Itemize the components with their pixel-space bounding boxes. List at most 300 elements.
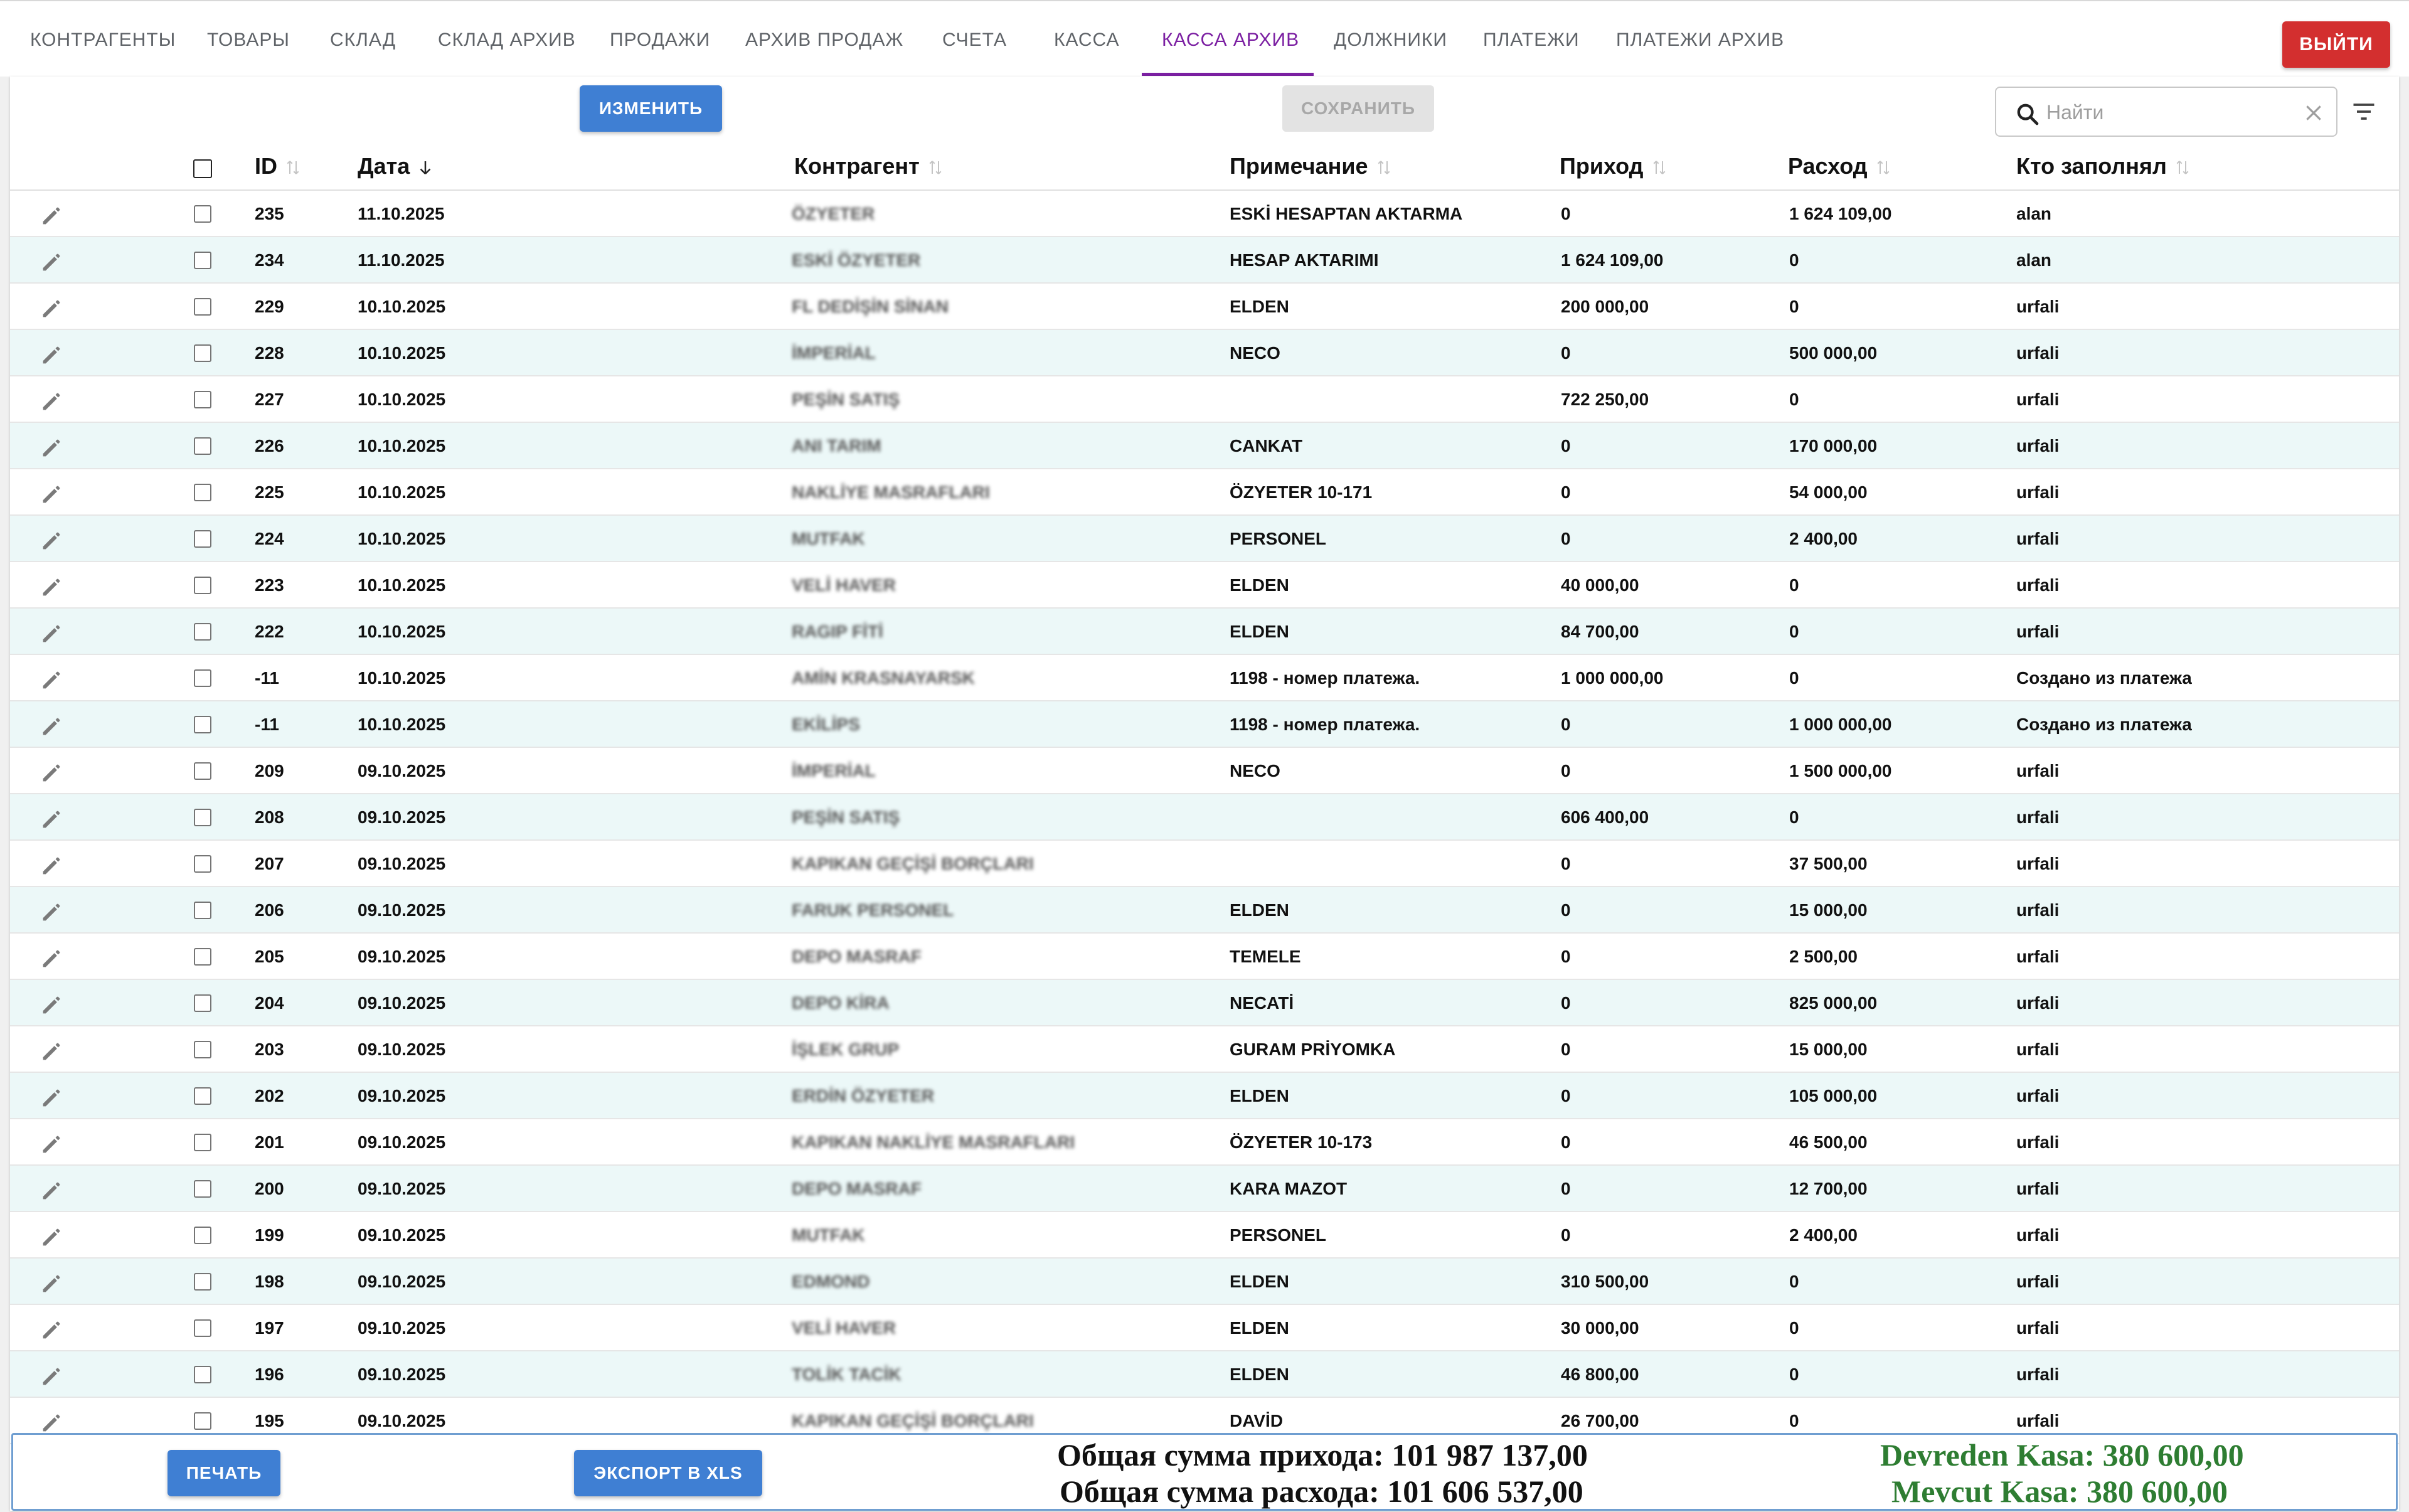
cell-id: 208 [255,807,284,827]
row-checkbox[interactable] [194,1412,211,1430]
cell-id: -11 [255,715,279,734]
table-row[interactable] [10,609,2399,655]
table-row[interactable] [10,237,2399,284]
edit-pencil-icon[interactable] [39,389,64,412]
cell-note: ELDEN [1230,1365,1289,1384]
cell-note: ELDEN [1230,1272,1289,1291]
cell-filled-by: urfali [2016,761,2060,780]
cell-expense: 0 [1789,297,1799,316]
row-checkbox[interactable] [194,855,211,873]
column-label-income: Приход [1560,153,1644,179]
cell-filled-by: urfali [2016,1040,2060,1059]
table-row[interactable] [10,469,2399,516]
table-row[interactable] [10,191,2399,237]
cell-note: ELDEN [1230,1318,1289,1338]
cell-counterparty: ESKİ ÖZYETER [792,250,921,270]
cell-note: 1198 - номер платежа. [1230,668,1420,688]
cell-income: 606 400,00 [1561,807,1649,827]
cell-counterparty: ANI TARIM [792,436,881,455]
tab-sklad-arkhiv[interactable]: СКЛАД АРХИВ [438,29,576,50]
cell-income: 1 000 000,00 [1561,668,1664,688]
column-label-date: Дата [358,153,410,179]
edit-pencil-icon[interactable] [39,807,64,829]
sort-icon [284,158,302,177]
clear-search-icon[interactable] [2304,103,2324,123]
row-checkbox[interactable] [194,1087,211,1105]
cell-date: 09.10.2025 [358,993,446,1013]
cell-expense: 825 000,00 [1789,993,1878,1013]
cell-income: 0 [1561,854,1571,873]
cell-expense: 1 500 000,00 [1789,761,1892,780]
edit-pencil-icon[interactable] [39,296,64,319]
cell-filled-by: alan [2016,204,2052,223]
cell-id: 196 [255,1365,284,1384]
logout-button[interactable]: ВЫЙТИ [2282,21,2390,68]
cell-note: ESKİ HESAPTAN AKTARMA [1230,204,1463,223]
footer-summary-bar [11,1433,2398,1511]
cell-date: 09.10.2025 [358,1318,446,1338]
cell-note: ÖZYETER 10-171 [1230,482,1373,502]
cell-counterparty: NAKLİYE MASRAFLARI [792,482,990,502]
cell-counterparty: DEPO KİRA [792,993,890,1013]
edit-pencil-icon[interactable] [39,714,64,737]
row-checkbox[interactable] [194,1180,211,1198]
cell-note: GURAM PRİYOMKA [1230,1040,1396,1059]
print-button[interactable]: ПЕЧАТЬ [168,1450,280,1496]
row-checkbox[interactable] [194,205,211,223]
cell-counterparty: İMPERİAL [792,761,876,780]
search-input[interactable] [2046,94,2285,130]
table-row[interactable] [10,1351,2399,1398]
table-row[interactable] [10,562,2399,609]
row-checkbox[interactable] [194,530,211,548]
cell-counterparty: ERDİN ÖZYETER [792,1086,935,1105]
column-header-income[interactable] [1560,147,1669,191]
row-checkbox[interactable] [194,1134,211,1151]
cell-counterparty: MUTFAK [792,529,865,548]
cell-note: ÖZYETER 10-173 [1230,1132,1373,1152]
cell-filled-by: urfali [2016,1272,2060,1291]
table-row[interactable] [10,330,2399,376]
cell-filled-by: urfali [2016,1086,2060,1105]
cell-counterparty: DEPO MASRAF [792,947,922,966]
edit-pencil-icon[interactable] [39,528,64,551]
cell-date: 09.10.2025 [358,1040,446,1059]
edit-pencil-icon[interactable] [39,575,64,597]
edit-pencil-icon[interactable] [39,1225,64,1247]
column-label-note: Примечание [1230,153,1368,179]
row-checkbox[interactable] [194,902,211,919]
sort-icon [1874,158,1893,177]
cell-note: NECO [1230,343,1280,363]
cell-note: PERSONEL [1230,529,1327,548]
tab-kassa[interactable]: КАССА [1054,29,1120,50]
filter-icon[interactable] [2350,98,2378,125]
cell-id: 225 [255,482,284,502]
cell-expense: 0 [1789,1365,1799,1384]
edit-pencil-icon[interactable] [39,203,64,226]
cell-filled-by: urfali [2016,1411,2060,1430]
table-header [10,147,2399,191]
cell-income: 0 [1561,482,1571,502]
cell-income: 0 [1561,1179,1571,1198]
edit-pencil-icon[interactable] [39,760,64,783]
cell-expense: 0 [1789,1272,1799,1291]
edit-pencil-icon[interactable] [39,853,64,876]
cell-expense: 2 400,00 [1789,1225,1858,1245]
cell-income: 0 [1561,1225,1571,1245]
column-header-counterparty[interactable] [794,147,945,191]
sort-icon [1375,158,1393,177]
row-checkbox[interactable] [194,994,211,1012]
cell-counterparty: KAPIKAN GEÇİŞİ BORÇLARI [792,854,1034,873]
cell-expense: 1 000 000,00 [1789,715,1892,734]
cell-date: 09.10.2025 [358,1086,446,1105]
cell-income: 0 [1561,1086,1571,1105]
cell-id: 226 [255,436,284,455]
search-field [1995,87,2337,137]
cell-date: 10.10.2025 [358,297,446,316]
cell-date: 10.10.2025 [358,482,446,502]
cell-counterparty: VELİ HAVER [792,575,896,595]
cell-note: CANKAT [1230,436,1303,455]
edit-pencil-icon[interactable] [39,482,64,504]
row-checkbox[interactable] [194,484,211,501]
total-income-label: Общая сумма прихода: 101 987 137,00 [1057,1437,1588,1472]
table-row[interactable] [10,1166,2399,1212]
column-label-id: ID [255,153,277,179]
table-row[interactable] [10,794,2399,841]
table-row[interactable] [10,748,2399,794]
cell-date: 09.10.2025 [358,900,446,920]
cell-expense: 0 [1789,807,1799,827]
column-label-filled-by: Кто заполнял [2016,153,2167,179]
tab-arkhiv-prodazh[interactable]: АРХИВ ПРОДАЖ [745,29,904,50]
cell-note: DAVİD [1230,1411,1284,1430]
table-row[interactable] [10,1305,2399,1351]
row-checkbox[interactable] [194,391,211,408]
cell-filled-by: urfali [2016,1225,2060,1245]
cell-date: 09.10.2025 [358,1411,446,1430]
cell-date: 09.10.2025 [358,761,446,780]
edit-pencil-icon[interactable] [39,993,64,1015]
cell-filled-by: urfali [2016,390,2060,409]
cell-id: 227 [255,390,284,409]
cell-filled-by: urfali [2016,1179,2060,1198]
cell-income: 1 624 109,00 [1561,250,1664,270]
cell-date: 10.10.2025 [358,343,446,363]
edit-pencil-icon[interactable] [39,1410,64,1433]
cell-id: 209 [255,761,284,780]
column-header-date[interactable] [358,147,435,191]
cell-income: 0 [1561,900,1571,920]
cell-expense: 0 [1789,250,1799,270]
table-row[interactable] [10,887,2399,934]
tab-kontragenty[interactable]: КОНТРАГЕНТЫ [30,29,176,50]
edit-pencil-icon[interactable] [39,435,64,458]
cell-expense: 2 400,00 [1789,529,1858,548]
cell-id: 200 [255,1179,284,1198]
cell-counterparty: MUTFAK [792,1225,865,1245]
cell-counterparty: KAPIKAN NAKLİYE MASRAFLARI [792,1132,1075,1152]
edit-pencil-icon[interactable] [39,946,64,969]
cell-expense: 46 500,00 [1789,1132,1868,1152]
cell-date: 09.10.2025 [358,1132,446,1152]
cell-id: 229 [255,297,284,316]
edit-pencil-icon[interactable] [39,1132,64,1154]
cell-filled-by: urfali [2016,529,2060,548]
cell-filled-by: urfali [2016,1318,2060,1338]
table-row[interactable] [10,1073,2399,1119]
tab-tovary[interactable]: ТОВАРЫ [207,29,290,50]
table-row[interactable] [10,934,2399,980]
table-row[interactable] [10,376,2399,423]
cell-filled-by: urfali [2016,854,2060,873]
sort-descending-icon [416,158,435,177]
cell-counterparty: TOLİK TACİK [792,1365,901,1384]
row-checkbox[interactable] [194,1366,211,1383]
cell-date: 11.10.2025 [358,250,445,270]
cell-id: 203 [255,1040,284,1059]
cell-date: 09.10.2025 [358,947,446,966]
cell-id: 234 [255,250,284,270]
table-row[interactable] [10,1212,2399,1259]
cell-note: ELDEN [1230,1086,1289,1105]
save-button[interactable]: СОХРАНИТЬ [1282,85,1434,132]
cell-filled-by: Создано из платежа [2016,715,2192,734]
cell-expense: 12 700,00 [1789,1179,1868,1198]
cell-filled-by: alan [2016,250,2052,270]
row-checkbox[interactable] [194,1227,211,1244]
cell-note: TEMELE [1230,947,1301,966]
edit-pencil-icon[interactable] [39,1178,64,1201]
row-checkbox[interactable] [194,437,211,455]
cell-counterparty: PEŞİN SATIŞ [792,807,900,827]
tab-platezhi-arkhiv[interactable]: ПЛАТЕЖИ АРХИВ [1616,29,1785,50]
cell-filled-by: urfali [2016,1132,2060,1152]
table-row[interactable] [10,655,2399,701]
edit-button[interactable]: ИЗМЕНИТЬ [580,85,722,132]
row-checkbox[interactable] [194,252,211,269]
cell-filled-by: urfali [2016,622,2060,641]
edit-pencil-icon[interactable] [39,1039,64,1062]
cell-counterparty: EKİLİPS [792,715,860,734]
cell-date: 10.10.2025 [358,575,446,595]
edit-pencil-icon[interactable] [39,1364,64,1387]
cell-expense: 0 [1789,622,1799,641]
cell-expense: 0 [1789,575,1799,595]
table-row[interactable] [10,1026,2399,1073]
cell-counterparty: RAGIP FİTİ [792,622,883,641]
row-checkbox[interactable] [194,1319,211,1337]
column-header-id[interactable] [255,147,302,191]
cell-filled-by: urfali [2016,807,2060,827]
cell-note: ELDEN [1230,900,1289,920]
cell-note: HESAP AKTARIMI [1230,250,1379,270]
cell-note: PERSONEL [1230,1225,1327,1245]
cell-id: 198 [255,1272,284,1291]
cell-income: 46 800,00 [1561,1365,1639,1384]
edit-pencil-icon[interactable] [39,1085,64,1108]
row-checkbox[interactable] [194,1273,211,1291]
tab-sklad[interactable]: СКЛАД [330,29,396,50]
cell-id: 195 [255,1411,284,1430]
cell-income: 722 250,00 [1561,390,1649,409]
cell-expense: 0 [1789,1318,1799,1338]
cell-filled-by: urfali [2016,575,2060,595]
cell-date: 09.10.2025 [358,1225,446,1245]
cell-expense: 2 500,00 [1789,947,1858,966]
column-label-expense: Расход [1788,153,1868,179]
devreden-kasa-label: Devreden Kasa: 380 600,00 [1880,1437,2244,1472]
cell-filled-by: urfali [2016,436,2060,455]
cell-income: 0 [1561,761,1571,780]
cell-expense: 170 000,00 [1789,436,1878,455]
table-row[interactable] [10,423,2399,469]
edit-pencil-icon[interactable] [39,1271,64,1294]
cell-id: 197 [255,1318,284,1338]
row-checkbox[interactable] [194,623,211,641]
cell-income: 0 [1561,715,1571,734]
select-all-checkbox[interactable] [193,159,212,178]
kassa-archive-panel [10,77,2399,1511]
row-checkbox[interactable] [194,577,211,594]
cell-counterparty: PEŞİN SATIŞ [792,390,900,409]
cell-filled-by: Создано из платежа [2016,668,2192,688]
cell-expense: 54 000,00 [1789,482,1868,502]
cell-date: 09.10.2025 [358,1179,446,1198]
cell-income: 40 000,00 [1561,575,1639,595]
cell-date: 09.10.2025 [358,1365,446,1384]
tab-dolzhniki[interactable]: ДОЛЖНИКИ [1334,29,1447,50]
cell-filled-by: urfali [2016,993,2060,1013]
row-checkbox[interactable] [194,298,211,316]
cell-date: 09.10.2025 [358,807,446,827]
cell-expense: 15 000,00 [1789,900,1868,920]
cell-income: 0 [1561,343,1571,363]
column-header-expense[interactable] [1788,147,1893,191]
cell-id: 199 [255,1225,284,1245]
mevcut-kasa-label: Mevcut Kasa: 380 600,00 [1891,1474,2228,1509]
row-checkbox[interactable] [194,1041,211,1058]
cell-expense: 0 [1789,390,1799,409]
cell-counterparty: FARUK PERSONEL [792,900,954,920]
row-checkbox[interactable] [194,762,211,780]
cell-note: ELDEN [1230,297,1289,316]
sort-icon [2173,158,2192,177]
row-checkbox[interactable] [194,809,211,826]
table-row[interactable] [10,1259,2399,1305]
cell-date: 10.10.2025 [358,436,446,455]
cell-note: KARA MAZOT [1230,1179,1348,1198]
row-checkbox[interactable] [194,344,211,362]
cell-counterparty: VELİ HAVER [792,1318,896,1338]
cell-filled-by: urfali [2016,947,2060,966]
cell-filled-by: urfali [2016,1365,2060,1384]
cell-counterparty: ÖZYETER [792,204,875,223]
cell-note: 1198 - номер платежа. [1230,715,1420,734]
column-header-note[interactable] [1230,147,1393,191]
total-expense-label: Общая сумма расхода: 101 606 537,00 [1060,1474,1583,1509]
table-row[interactable] [10,516,2399,562]
cell-counterparty: İMPERİAL [792,343,876,363]
cell-date: 11.10.2025 [358,204,445,223]
table-row[interactable] [10,980,2399,1026]
cell-date: 10.10.2025 [358,390,446,409]
row-checkbox[interactable] [194,948,211,966]
cell-id: -11 [255,668,279,688]
cell-filled-by: urfali [2016,900,2060,920]
cell-counterparty: EDMOND [792,1272,870,1291]
edit-pencil-icon[interactable] [39,621,64,644]
cell-income: 84 700,00 [1561,622,1639,641]
tab-prodazhi[interactable]: ПРОДАЖИ [610,29,711,50]
cell-note: NECATİ [1230,993,1294,1013]
cell-note: NECO [1230,761,1280,780]
cell-date: 10.10.2025 [358,715,446,734]
edit-pencil-icon[interactable] [39,250,64,272]
sort-icon [926,158,945,177]
cell-income: 0 [1561,204,1571,223]
tab-kassa-arkhiv[interactable]: КАССА АРХИВ [1162,29,1300,50]
column-label-counterparty: Контрагент [794,153,920,179]
table-row[interactable] [10,284,2399,330]
cell-income: 0 [1561,993,1571,1013]
cell-expense: 0 [1789,668,1799,688]
cell-filled-by: urfali [2016,482,2060,502]
cell-date: 10.10.2025 [358,622,446,641]
cell-expense: 0 [1789,1411,1799,1430]
tab-platezhi[interactable]: ПЛАТЕЖИ [1483,29,1580,50]
sort-icon [1650,158,1669,177]
row-checkbox[interactable] [194,716,211,733]
edit-pencil-icon[interactable] [39,900,64,922]
cell-id: 207 [255,854,284,873]
cell-income: 0 [1561,529,1571,548]
cell-counterparty: AMİN KRASNAYARSK [792,668,975,688]
cell-note: ELDEN [1230,575,1289,595]
cell-date: 09.10.2025 [358,854,446,873]
cell-date: 10.10.2025 [358,668,446,688]
table-row[interactable] [10,841,2399,887]
column-header-filled-by[interactable] [2016,147,2192,191]
cell-filled-by: urfali [2016,297,2060,316]
cell-id: 223 [255,575,284,595]
cell-filled-by: urfali [2016,343,2060,363]
edit-pencil-icon[interactable] [39,668,64,690]
table-row[interactable] [10,701,2399,748]
table-row[interactable] [10,1119,2399,1166]
active-tab-indicator [1142,73,1314,76]
top-navigation-bar [0,0,2409,77]
cell-income: 30 000,00 [1561,1318,1639,1338]
edit-pencil-icon[interactable] [39,1318,64,1340]
cell-id: 206 [255,900,284,920]
cell-counterparty: DEPO MASRAF [792,1179,922,1198]
tab-scheta[interactable]: СЧЕТА [942,29,1008,50]
row-checkbox[interactable] [194,669,211,687]
cell-income: 200 000,00 [1561,297,1649,316]
cell-income: 310 500,00 [1561,1272,1649,1291]
cell-expense: 37 500,00 [1789,854,1868,873]
cell-date: 09.10.2025 [358,1272,446,1291]
cell-id: 224 [255,529,284,548]
cell-expense: 500 000,00 [1789,343,1878,363]
cell-expense: 15 000,00 [1789,1040,1868,1059]
cell-id: 204 [255,993,284,1013]
export-xls-button[interactable]: ЭКСПОРТ В XLS [574,1450,762,1496]
edit-pencil-icon[interactable] [39,343,64,365]
